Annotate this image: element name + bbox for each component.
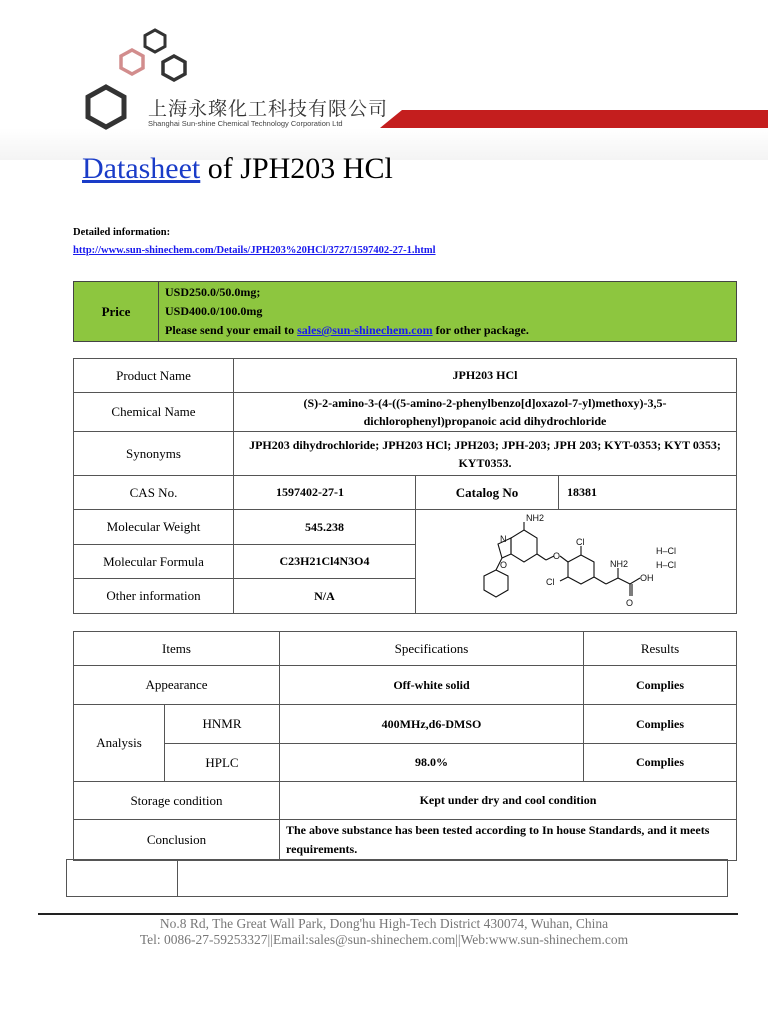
struct-cl-bottom: Cl (545, 576, 555, 587)
appearance-result: Complies (584, 666, 737, 705)
hnmr-label: HNMR (165, 705, 280, 744)
product-name-label: Product Name (74, 359, 234, 393)
company-name-chinese: 上海永璨化工科技有限公司 (148, 98, 389, 120)
molecular-weight-label: Molecular Weight (74, 510, 234, 545)
chemical-structure-diagram (416, 512, 736, 612)
detail-label: Detailed information: (73, 227, 171, 238)
signature-table (66, 859, 728, 897)
struct-o-ring: O (499, 559, 507, 570)
page-title (82, 152, 393, 186)
struct-nh2-top: NH2 (525, 512, 544, 523)
struct-cl-top: Cl (575, 536, 585, 547)
price-table (73, 281, 737, 342)
conclusion-text: The above substance has been tested according to In house Standards, and it meets requirements. (280, 820, 737, 861)
price-line-3-post: for other package. (432, 323, 529, 337)
detail-url-link[interactable]: http://www.sun-shinechem.com/Details/JPH203%20HCl/3727/1597402-27-1.html (73, 245, 436, 256)
struct-hcl-2: H–Cl (655, 559, 676, 570)
catalog-value: 18381 (559, 476, 737, 510)
structure-cell (415, 510, 736, 614)
molecular-formula-value: C23H21Cl4N3O4 (233, 545, 415, 579)
other-info-label: Other information (74, 579, 234, 614)
chemical-name-label: Chemical Name (74, 393, 234, 432)
analysis-label: Analysis (74, 705, 165, 782)
other-info-value: N/A (233, 579, 415, 614)
price-line-1: USD250.0/50.0mg; (165, 285, 261, 299)
cas-label: CAS No. (74, 476, 234, 510)
items-header: Items (74, 632, 280, 666)
hnmr-spec: 400MHz,d6-DMSO (280, 705, 584, 744)
results-header: Results (584, 632, 737, 666)
signature-cell-left (67, 860, 178, 897)
price-line-2: USD400.0/100.0mg (165, 304, 263, 318)
molecular-formula-label: Molecular Formula (74, 545, 234, 579)
price-details (159, 282, 737, 342)
synonyms-value: JPH203 dihydrochloride; JPH203 HCl; JPH203; JPH-203; JPH 203; KYT-0353; KYT 0353; KYT0353. (233, 432, 736, 476)
specifications-header: Specifications (280, 632, 584, 666)
hnmr-result: Complies (584, 705, 737, 744)
struct-o-carbonyl: O (625, 597, 633, 608)
hplc-spec: 98.0% (280, 744, 584, 782)
title-product: of JPH203 HCl (200, 152, 393, 185)
price-label: Price (74, 282, 159, 342)
struct-o-ether: O (552, 550, 560, 561)
struct-hcl-1: H–Cl (655, 545, 676, 556)
appearance-spec: Off-white solid (280, 666, 584, 705)
red-header-band (380, 110, 768, 128)
footer-address: No.8 Rd, The Great Wall Park, Dong'hu High-Tech District 430074, Wuhan, China (159, 916, 609, 931)
product-name-value: JPH203 HCl (233, 359, 736, 393)
storage-label: Storage condition (74, 782, 280, 820)
company-name-english: Shanghai Sun-shine Chemical Technology Corporation Ltd (148, 119, 343, 128)
struct-nh2-side: NH2 (609, 558, 628, 569)
conclusion-label: Conclusion (74, 820, 280, 861)
sales-email-link[interactable]: sales@sun-shinechem.com (297, 323, 433, 337)
datasheet-link[interactable]: Datasheet (82, 152, 201, 185)
synonyms-label: Synonyms (74, 432, 234, 476)
appearance-label: Appearance (74, 666, 280, 705)
cas-value: 1597402-27-1 (233, 476, 415, 510)
footer-divider (38, 913, 738, 915)
signature-cell-right (178, 860, 728, 897)
hplc-result: Complies (584, 744, 737, 782)
struct-oh: OH (639, 572, 654, 583)
struct-n-ring: N (499, 533, 507, 544)
hplc-label: HPLC (165, 744, 280, 782)
storage-spec: Kept under dry and cool condition (280, 782, 737, 820)
footer-contact: Tel: 0086-27-59253327||Email:sales@sun-shinechem.com||Web:www.sun-shinechem.com (139, 932, 629, 947)
specifications-table (73, 631, 737, 861)
chemical-name-value: (S)-2-amino-3-(4-((5-amino-2-phenylbenzo[d]oxazol-7-yl)methoxy)-3,5-dichlorophenyl)propanoic acid dihydrochloride (233, 393, 736, 432)
catalog-label: Catalog No (415, 476, 558, 510)
product-info-table (73, 358, 737, 614)
molecular-weight-value: 545.238 (233, 510, 415, 545)
price-line-3 (165, 321, 730, 340)
price-line-3-pre: Please send your email to (165, 323, 298, 337)
